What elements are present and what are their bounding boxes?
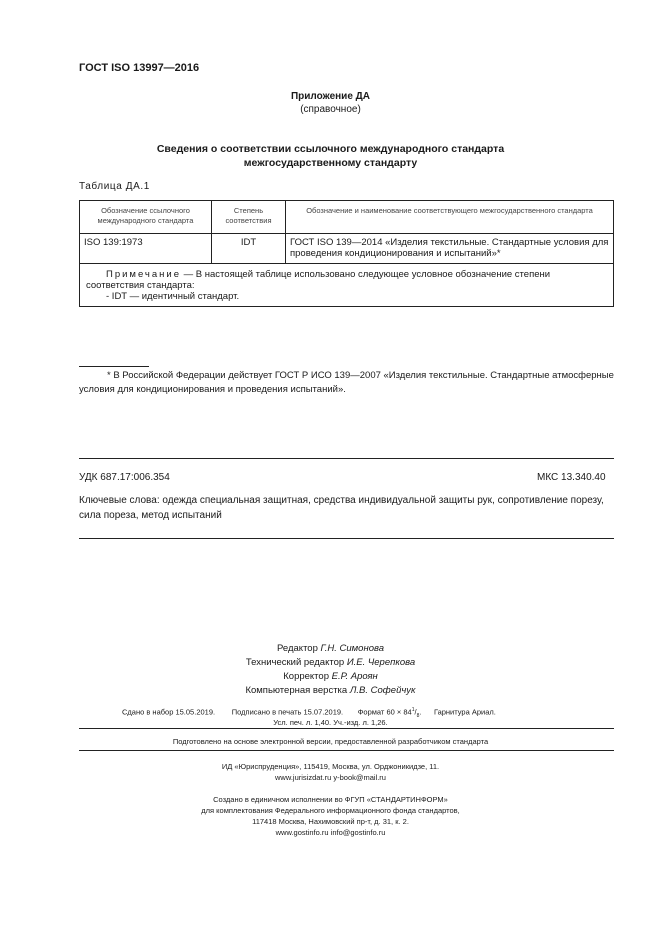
table-cell-standard: ГОСТ ISO 139—2014 «Изделия текстильные. Стандартные условия для проведения кондиционирования и испытаний»* (286, 234, 614, 264)
publisher-line: www.jurisizdat.ru y-book@mail.ru (275, 773, 386, 782)
staff-line: Корректор Е.Р. Ароян (283, 671, 378, 682)
printer-line: 117418 Москва, Нахимовский пр-т, д. 31, к. 2. (252, 817, 409, 826)
print-info-line-2: Усл. печ. л. 1,40. Уч.-изд. л. 1,26. (273, 718, 388, 727)
correspondence-table (79, 200, 614, 307)
printer-info (0, 794, 661, 838)
column-header: Обозначение и наименование соответствующего межгосударственного стандарта (286, 201, 614, 234)
keywords: Ключевые слова: одежда специальная защитная, средства индивидуальной защиты рук, сопротивление порезу, сила пореза, метод испытаний (79, 495, 604, 521)
printer-line: www.gostinfo.ru info@gostinfo.ru (275, 828, 386, 837)
annex-subtitle: (справочное) (300, 104, 361, 115)
table-cell-reference: ISO 139:1973 (80, 234, 212, 264)
staff-line: Компьютерная верстка Л.В. Софейчук (245, 685, 416, 696)
document-code: ГОСТ ISO 13997—2016 (79, 62, 200, 74)
table-cell-degree: IDT (212, 234, 286, 264)
publisher-info (0, 761, 661, 783)
staff-line: Технический редактор И.Е. Черепкова (245, 657, 416, 668)
udk-code: УДК 687.17:006.354 (79, 472, 170, 483)
mks-code: МКС 13.340.40 (537, 472, 606, 483)
column-header: Степень соответствия (212, 201, 286, 234)
note-text: — В настоящей таблице использовано следующее условное обозначение степени соответствия стандарта: (86, 269, 551, 291)
section-divider (79, 750, 614, 751)
table-row (80, 234, 614, 264)
column-header: Обозначение ссылочного международного стандарта (80, 201, 212, 234)
footnote (79, 369, 614, 397)
section-divider (79, 728, 614, 729)
note-item: - IDT — идентичный стандарт. (106, 291, 240, 302)
staff-credits (0, 642, 661, 698)
staff-line: Редактор Г.Н. Симонова (276, 643, 385, 654)
print-info-line-3: Подготовлено на основе электронной версии, предоставленной разработчиком стандарта (172, 737, 489, 746)
footnote-text: * В Российской Федерации действует ГОСТ Р ИСО 139—2007 «Изделия текстильные. Стандартные атмосферные условия для кондиционирования и проведения испытаний». (79, 370, 614, 395)
note-label: Примечание (106, 269, 181, 280)
annex-heading (0, 142, 661, 170)
printer-line: для комплектования Федерального информационного фонда стандартов, (201, 806, 460, 815)
print-info-line-1: Сдано в набор 15.05.2019. Подписано в печать 15.07.2019. Формат $60 \times 84^1/_8$. Гарнитура Ариал. (122, 707, 496, 719)
table-caption: Таблица ДА.1 (79, 181, 150, 192)
table-header-row (80, 201, 614, 234)
section-divider (79, 458, 614, 459)
annex-heading-line-2: межгосударственному стандарту (243, 157, 418, 169)
annex-heading-line-1: Сведения о соответствии ссылочного международного стандарта (156, 143, 505, 155)
publisher-line: ИД «Юриспруденция», 115419, Москва, ул. Орджоникидзе, 11. (221, 762, 440, 771)
annex-title: Приложение ДА (290, 91, 371, 102)
table-note (80, 264, 614, 307)
footnote-divider (79, 366, 149, 367)
section-divider (79, 538, 614, 539)
table-note-row (80, 264, 614, 307)
printer-line: Создано в единичном исполнении во ФГУП «СТАНДАРТИНФОРМ» (213, 795, 448, 804)
